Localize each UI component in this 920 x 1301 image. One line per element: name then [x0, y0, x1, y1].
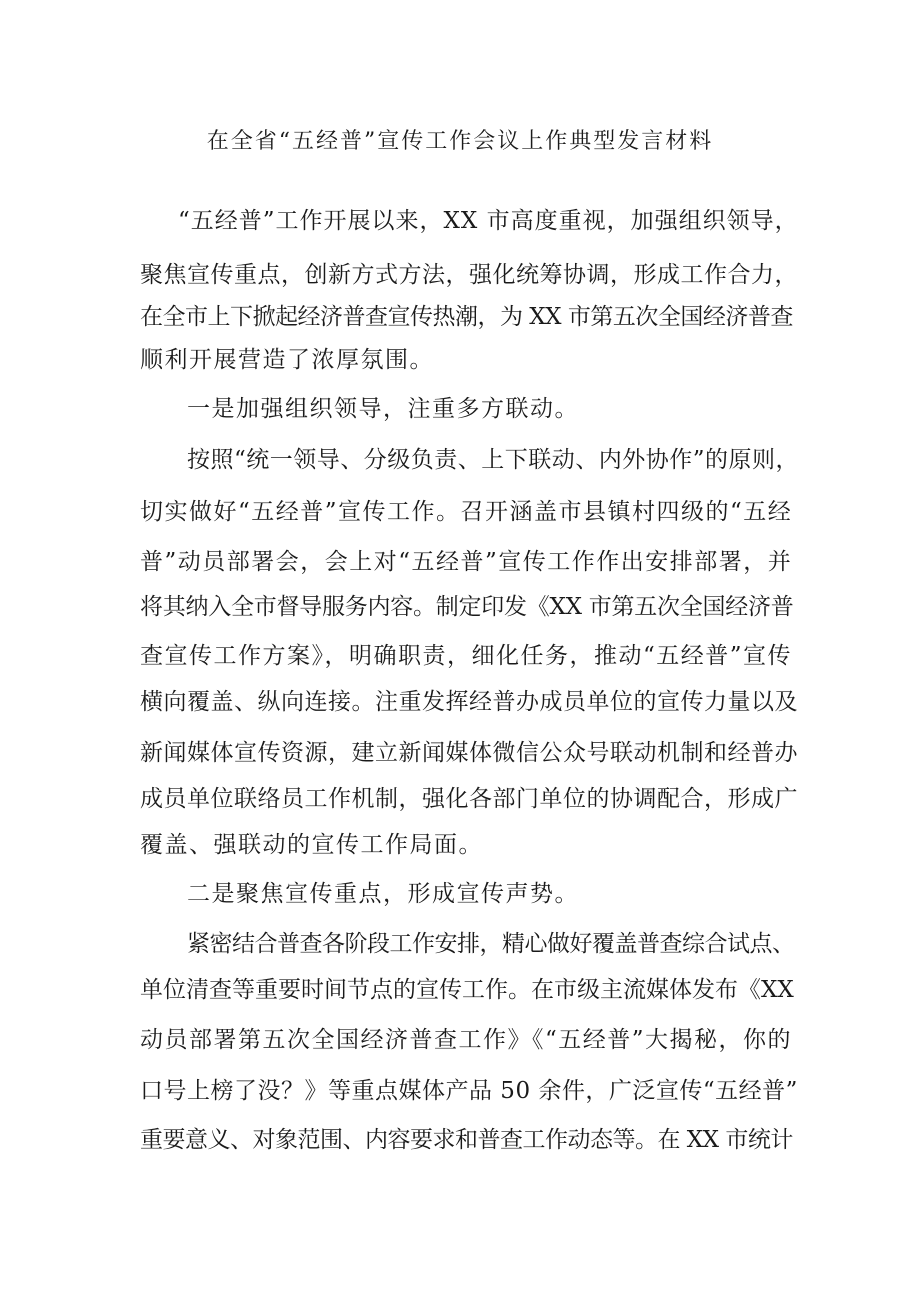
body-line: 顺利开展营造了浓厚氛围。 — [140, 347, 434, 373]
body-line: 切实做好“五经普”宣传工作。召开涵盖市县镇村四级的“五经 — [140, 499, 793, 525]
body-line: 普”动员部署会，会上对“五经普”宣传工作作出安排部署，并 — [140, 549, 793, 575]
body-line: 动员部署第五次全国经济普查工作》《“五经普”大揭秘，你的 — [140, 1027, 793, 1053]
body-line: 紧密结合普查各阶段工作安排，精心做好覆盖普查综合试点、 — [187, 931, 795, 957]
body-line: 在全市上下掀起经济普查宣传热潮，为 XX 市第五次全国经济普查 — [140, 304, 793, 330]
body-line: 横向覆盖、纵向连接。注重发挥经普办成员单位的宣传力量以及 — [140, 689, 798, 715]
body-line: 新闻媒体宣传资源，建立新闻媒体微信公众号联动机制和经普办 — [140, 740, 798, 766]
body-line: 口号上榜了没？》等重点媒体产品 50 余件，广泛宣传“五经普” — [140, 1078, 798, 1104]
document-title: 在全省“五经普”宣传工作会议上作典型发言材料 — [206, 129, 714, 154]
body-line: 查宣传工作方案》，明确职责，细化任务，推动“五经普”宣传 — [140, 643, 793, 669]
body-line: 重要意义、对象范围、内容要求和普查工作动态等。在 XX 市统计 — [140, 1127, 793, 1153]
body-line: 聚焦宣传重点，创新方式方法，强化统筹协调，形成工作合力， — [140, 262, 798, 288]
body-line: 覆盖、强联动的宣传工作局面。 — [140, 832, 483, 858]
body-line: 将其纳入全市督导服务内容。制定印发《XX 市第五次全国经济普 — [140, 594, 794, 620]
body-line: 按照“统一领导、分级负责、上下联动、内外协作”的原则， — [187, 447, 800, 473]
section-heading: 二是聚焦宣传重点，形成宣传声势。 — [187, 881, 579, 907]
section-heading: 一是加强组织领导，注重多方联动。 — [187, 396, 579, 422]
body-line: 单位清查等重要时间节点的宣传工作。在市级主流媒体发布《XX — [140, 977, 794, 1003]
body-line: “五经普”工作开展以来，XX 市高度重视，加强组织领导， — [178, 208, 799, 234]
body-line: 成员单位联络员工作机制，强化各部门单位的协调配合，形成广 — [140, 786, 798, 812]
